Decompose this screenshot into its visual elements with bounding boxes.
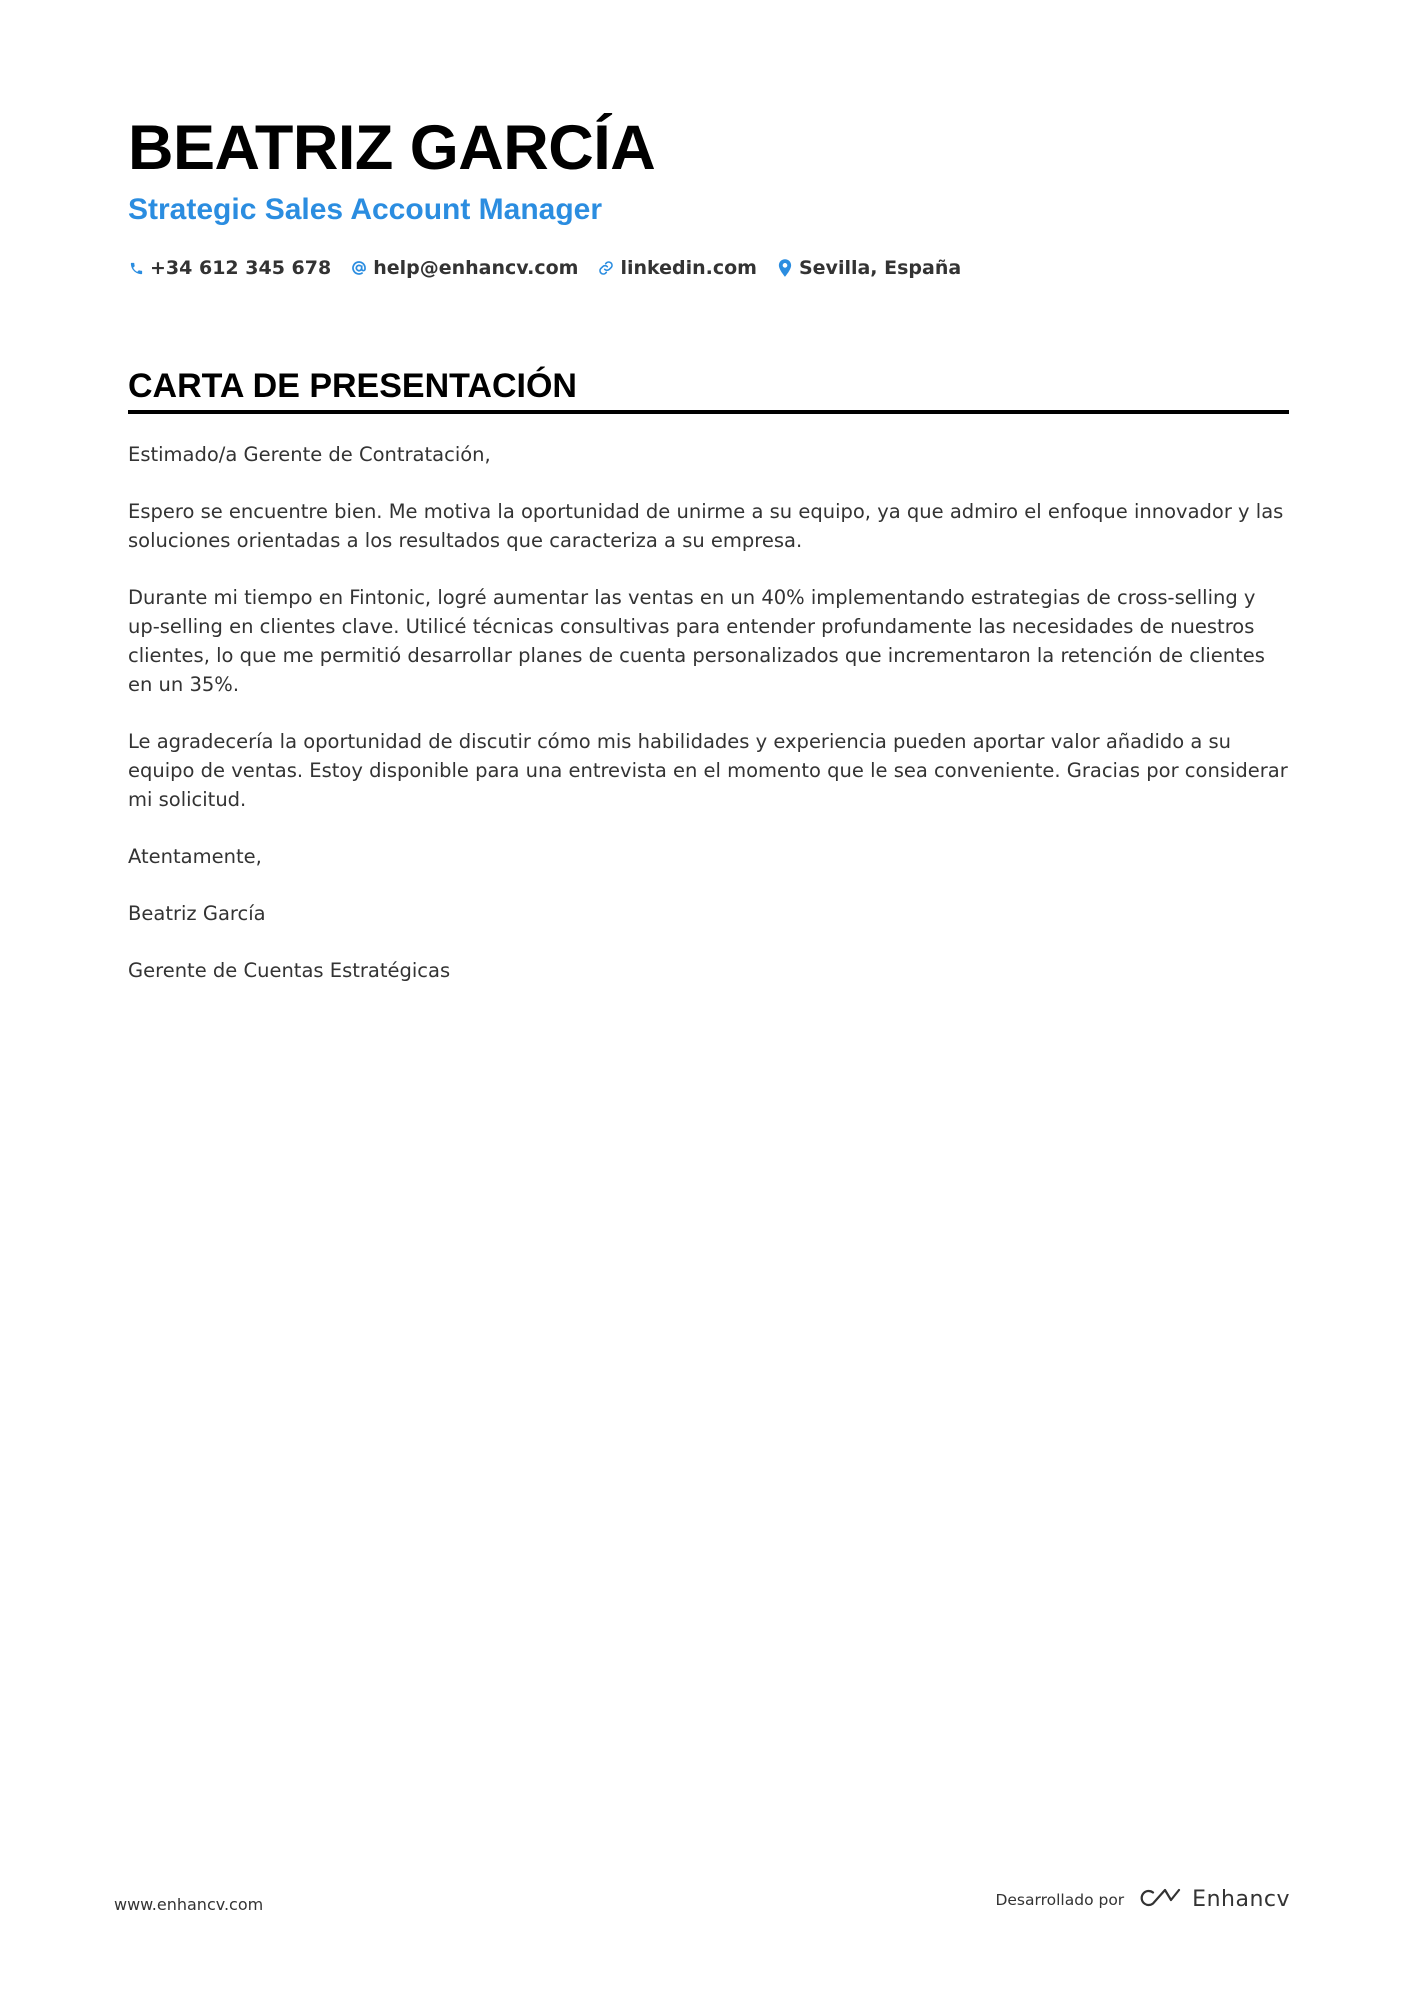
signature-title: Gerente de Cuentas Estratégicas: [128, 959, 451, 982]
letter-paragraph: Espero se encuentre bien. Me motiva la oportunidad de unirme a su equipo, ya que admiro el enfoque innovador y las soluciones orientadas a los resultados que caracteriza a su empresa.: [128, 500, 1284, 552]
contact-phone: [128, 254, 331, 282]
footer-brand: [995, 1886, 1290, 1914]
section-divider: [128, 410, 1289, 414]
phone-icon: [128, 259, 144, 277]
footer-url[interactable]: www.enhancv.com: [114, 1895, 264, 1914]
letter-body: [128, 440, 1289, 1013]
job-title: Strategic Sales Account Manager: [128, 193, 603, 226]
candidate-name: BEATRIZ GARCÍA: [128, 113, 656, 183]
enhancv-logo-icon: [1136, 1886, 1182, 1914]
contact-phone-text: +34 612 345 678: [150, 257, 332, 279]
contact-email-text: help@enhancv.com: [373, 257, 579, 279]
location-pin-icon: [777, 259, 793, 277]
section-title: CARTA DE PRESENTACIÓN: [128, 367, 577, 405]
letter-closing: Atentamente,: [128, 845, 262, 868]
link-icon: [598, 259, 614, 277]
signature-name: Beatriz García: [128, 902, 266, 925]
letter-paragraph: Le agradecería la oportunidad de discutir cómo mis habilidades y experiencia pueden aportar valor añadido a su equipo de ventas. Estoy disponible para una entrevista en el momento que le sea conveniente. Gracias por considerar mi solicitud.: [128, 730, 1288, 811]
contact-linkedin-text: linkedin.com: [620, 257, 757, 279]
at-icon: [351, 259, 367, 277]
brand-logo: [1136, 1886, 1290, 1914]
letter-paragraph: Durante mi tiempo en Fintonic, logré aumentar las ventas en un 40% implementando estrategias de cross-selling y up-selling en clientes clave. Utilicé técnicas consultivas para entender profundamente las necesidades de nuestros clientes, lo que me permitió desarrollar planes de cuenta personalizados que incrementaron la retención de clientes en un 35%.: [128, 586, 1265, 696]
contact-location-text: Sevilla, España: [798, 257, 962, 279]
contact-email[interactable]: [351, 254, 578, 282]
brand-name: Enhancv: [1192, 1887, 1290, 1912]
contact-bar: [128, 254, 961, 282]
letter-greeting: Estimado/a Gerente de Contratación,: [128, 443, 491, 466]
contact-location: [777, 254, 961, 282]
contact-linkedin[interactable]: [598, 254, 757, 282]
powered-by-label: Desarrollado por: [995, 1891, 1125, 1909]
